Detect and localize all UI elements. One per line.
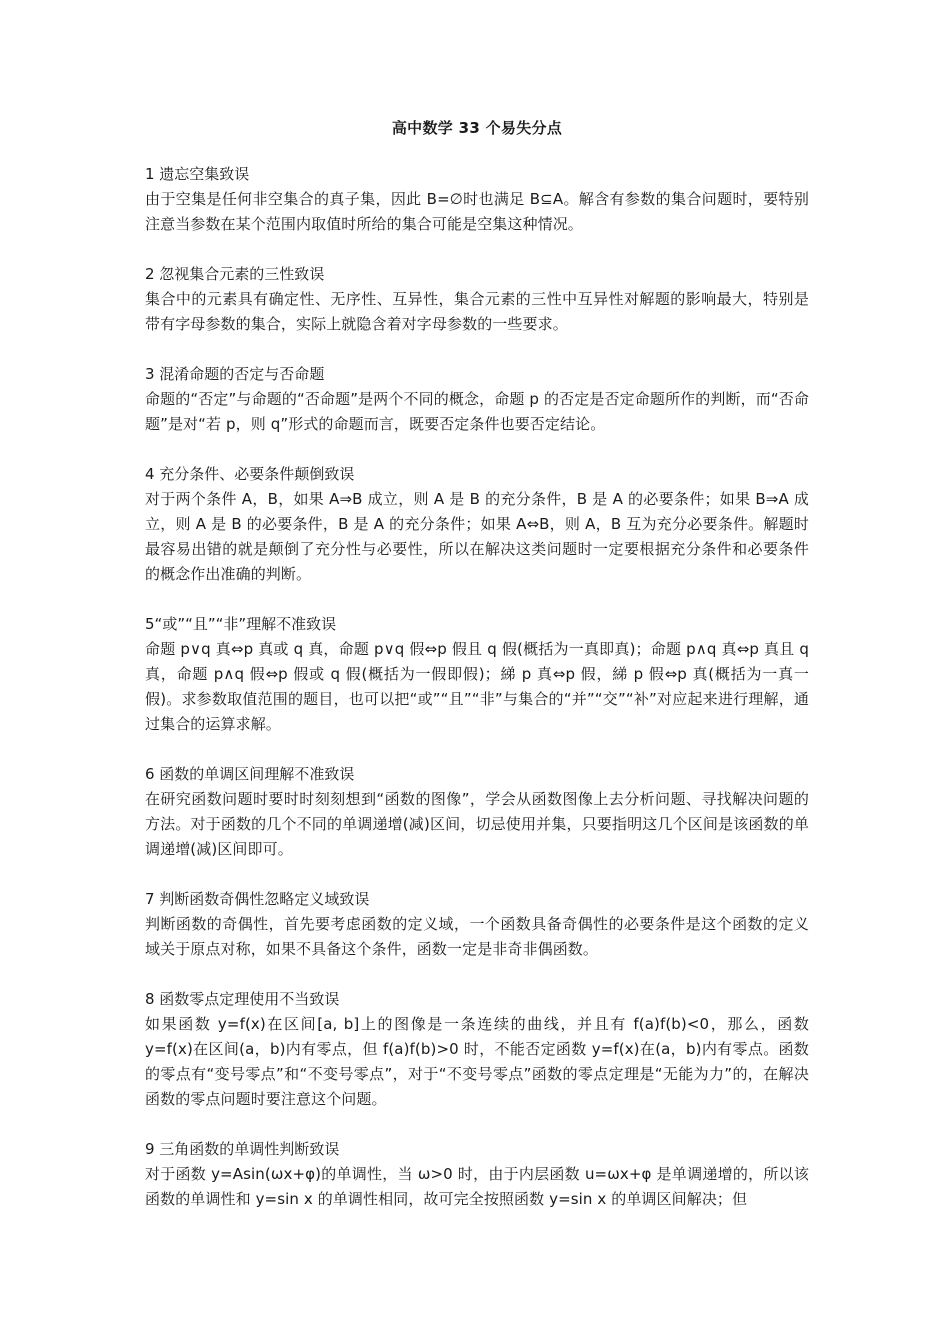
section-3 [145, 362, 809, 437]
section-heading: 6 函数的单调区间理解不准致误 [145, 765, 355, 783]
section-heading: 5“或”“且”“非”理解不准致误 [145, 615, 337, 633]
section-body: 对于函数 y=Asin(ωx+φ)的单调性，当 ω>0 时，由于内层函数 u=ωx+φ 是单调递增的，所以该函数的单调性和 y=sin x 的单调性相同，故可完全按照函数 y=sin x 的单调区间解决；但 [145, 1165, 809, 1208]
section-heading: 4 充分条件、必要条件颠倒致误 [145, 465, 355, 483]
section-heading: 7 判断函数奇偶性忽略定义域致误 [145, 890, 370, 908]
section-body: 集合中的元素具有确定性、无序性、互异性，集合元素的三性中互异性对解题的影响最大，特别是带有字母参数的集合，实际上就隐含着对字母参数的一些要求。 [145, 290, 809, 333]
section-1 [145, 162, 809, 237]
section-9 [145, 1137, 809, 1212]
section-heading: 1 遗忘空集致误 [145, 165, 250, 183]
section-body: 在研究函数问题时要时时刻刻想到“函数的图像”，学会从函数图像上去分析问题、寻找解决问题的方法。对于函数的几个不同的单调递增(减)区间，切忌使用并集，只要指明这几个区间是该函数的单调递增(减)区间即可。 [145, 790, 809, 858]
document-title: 高中数学 33 个易失分点 [391, 119, 563, 137]
section-heading: 8 函数零点定理使用不当致误 [145, 990, 340, 1008]
section-body: 如果函数 y=f(x)在区间[a, b]上的图像是一条连续的曲线，并且有 f(a)f(b)<0，那么，函数 y=f(x)在区间(a，b)内有零点，但 f(a)f(b)>0 时，不能否定函数 y=f(x)在(a，b)内有零点。函数的零点有“变号零点”和“不变号零点”，对于“不变号零点”函数的零点定理是“无能为力”的，在解决函数的零点问题时要注意这个问题。 [145, 1015, 809, 1108]
section-heading: 9 三角函数的单调性判断致误 [145, 1140, 340, 1158]
section-body: 命题的“否定”与命题的“否命题”是两个不同的概念，命题 p 的否定是否定命题所作的判断，而“否命题”是对“若 p，则 q”形式的命题而言，既要否定条件也要否定结论。 [145, 390, 809, 433]
section-4 [145, 462, 809, 587]
section-body: 命题 p∨q 真⇔p 真或 q 真，命题 p∨q 假⇔p 假且 q 假(概括为一真即真)；命题 p∧q 真⇔p 真且 q 真，命题 p∧q 假⇔p 假或 q 假(概括为一假即假)；綈 p 真⇔p 假，綈 p 假⇔p 真(概括为一真一假)。求参数取值范围的题目，也可以把“或”“且”“非”与集合的“并”“交”“补”对应起来进行理解，通过集合的运算求解。 [145, 640, 809, 733]
section-2 [145, 262, 809, 337]
section-8 [145, 987, 809, 1112]
section-6 [145, 762, 809, 862]
section-body: 对于两个条件 A，B，如果 A⇒B 成立，则 A 是 B 的充分条件，B 是 A 的必要条件；如果 B⇒A 成立，则 A 是 B 的必要条件，B 是 A 的充分条件；如果 A⇔B，则 A，B 互为充分必要条件。解题时最容易出错的就是颠倒了充分性与必要性，所以在解决这类问题时一定要根据充分条件和必要条件的概念作出准确的判断。 [145, 490, 809, 583]
section-7 [145, 887, 809, 962]
section-heading: 3 混淆命题的否定与否命题 [145, 365, 325, 383]
section-body: 由于空集是任何非空集合的真子集，因此 B=∅时也满足 B⊆A。解含有参数的集合问题时，要特别注意当参数在某个范围内取值时所给的集合可能是空集这种情况。 [145, 190, 809, 233]
section-heading: 2 忽视集合元素的三性致误 [145, 265, 325, 283]
section-5 [145, 612, 809, 737]
document-page [145, 113, 809, 1237]
section-body: 判断函数的奇偶性，首先要考虑函数的定义域，一个函数具备奇偶性的必要条件是这个函数的定义域关于原点对称，如果不具备这个条件，函数一定是非奇非偶函数。 [145, 915, 809, 958]
